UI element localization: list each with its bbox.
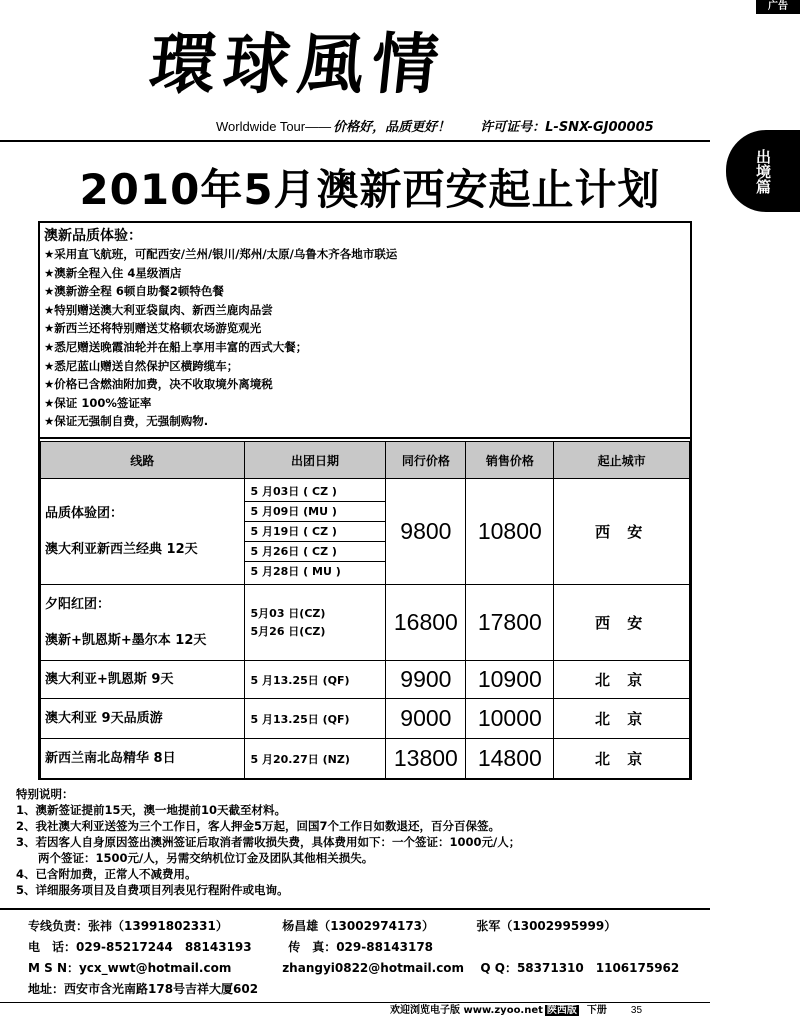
brand-logo: 環球風情 xyxy=(145,25,451,103)
sale-price: 17800 xyxy=(466,585,554,661)
note-line: 2、我社澳大利亚送签为三个工作日，客人押金5万起，回国7个工作日如数退还，百分百保签。 xyxy=(16,819,501,833)
city: 西 安 xyxy=(554,479,690,585)
table-row xyxy=(41,585,690,661)
city: 北 京 xyxy=(554,661,690,699)
header-divider xyxy=(0,140,710,142)
slogan-row xyxy=(216,116,654,135)
page-headline: 2010年5月澳新西安起止计划 xyxy=(79,165,661,214)
slogan-cn: 价格好，品质更好！ xyxy=(333,120,451,135)
sale-price: 14800 xyxy=(466,739,554,779)
feature-item: ★价格已含燃油附加费，决不收取境外离境税 xyxy=(44,377,273,392)
edition-badge: 陕西版 xyxy=(546,1005,577,1016)
contact-person: 杨昌雄（13002974173） xyxy=(282,919,435,933)
page-footer xyxy=(390,1004,642,1018)
feature-item: ★采用直飞航班，可配西安/兰州/银川/郑州/太原/乌鲁木齐各地市联运 xyxy=(44,247,398,261)
contact-person: 专线负责：张祎（13991802331） xyxy=(28,919,228,933)
volume-label: 下册 xyxy=(586,1005,607,1016)
feature-item: ★特别赠送澳大利亚袋鼠肉、新西兰鹿肉品尝 xyxy=(44,302,273,317)
city: 北 京 xyxy=(554,699,690,739)
sale-price: 10000 xyxy=(466,699,554,739)
footer-divider xyxy=(0,1002,710,1003)
address: 地址：西安市含光南路178号吉祥大厦602 xyxy=(28,982,259,996)
ad-tag: 广告 xyxy=(756,0,800,14)
note-line: 1、澳新签证提前15天，澳一地提前10天截至材料。 xyxy=(16,803,287,817)
feature-item: ★澳新游全程 6顿自助餐2顿特色餐 xyxy=(44,284,224,299)
feature-item: ★保证无强制自费，无强制购物. xyxy=(44,414,209,429)
peer-price: 9800 xyxy=(386,479,466,585)
contact-address xyxy=(28,979,728,1000)
page-number: 35 xyxy=(630,1005,643,1016)
route-cell xyxy=(41,479,245,585)
feature-item: ★悉尼蓝山赠送自然保护区横跨缆车； xyxy=(44,358,239,373)
route-name: 澳大利亚新西兰经典 12天 xyxy=(45,541,198,557)
qq-number: Q Q：58371310 1106175962 xyxy=(480,961,680,975)
note-line: 3、若因客人自身原因签出澳洲签证后取消者需收损失费，具体费用如下：一个签证：1000元/人； xyxy=(16,835,521,849)
slogan-en: Worldwide Tour—— xyxy=(216,119,332,134)
tour-box xyxy=(38,221,692,780)
header-peer-price: 同行价格 xyxy=(386,442,466,479)
sale-price: 10800 xyxy=(466,479,554,585)
departure-date: 5 月20.27日 (NZ) xyxy=(244,739,386,779)
city: 西 安 xyxy=(554,585,690,661)
sale-price: 10900 xyxy=(466,661,554,699)
header-route: 线路 xyxy=(41,442,245,479)
peer-price: 16800 xyxy=(386,585,466,661)
note-line: 4、已含附加费，正常人不减费用。 xyxy=(16,867,197,881)
table-row xyxy=(41,739,690,779)
feature-item: ★新西兰还将特别赠送艾格顿农场游览观光 xyxy=(44,321,262,336)
route-name: 夕阳红团： xyxy=(45,596,111,612)
contact-person: 张军（13002995999） xyxy=(476,919,617,933)
special-notes xyxy=(16,786,716,898)
departure-date: 5 月19日 ( CZ ) xyxy=(245,522,386,542)
msn-account: M S N：ycx_wwt@hotmail.com xyxy=(28,961,232,975)
departure-date: 5 月26日 ( CZ ) xyxy=(245,542,386,562)
date-cell xyxy=(244,585,386,661)
table-row xyxy=(41,661,690,699)
peer-price: 13800 xyxy=(386,739,466,779)
departure-date: 5 月28日 ( MU ) xyxy=(250,564,341,578)
note-line: 两个签证：1500元/人，另需交纳机位订金及团队其他相关损失。 xyxy=(38,851,374,865)
contact-phone-fax xyxy=(28,937,728,958)
header-city: 起止城市 xyxy=(554,442,690,479)
route-cell: 澳大利亚 9天品质游 xyxy=(41,699,245,739)
license-number: 许可证号：L-SNX-GJ00005 xyxy=(480,120,654,135)
departure-date: 5 月13.25日 (QF) xyxy=(244,699,386,739)
fax-number: 传 真：029-88143178 xyxy=(288,940,434,954)
header-date: 出团日期 xyxy=(244,442,386,479)
table-row xyxy=(41,699,690,739)
table-header-row xyxy=(41,442,690,479)
contact-msn-qq xyxy=(28,958,728,979)
feature-item: ★澳新全程入住 4星级酒店 xyxy=(44,265,182,280)
departure-date: 5 月13.25日 (QF) xyxy=(244,661,386,699)
city: 北 京 xyxy=(554,739,690,779)
peer-price: 9900 xyxy=(386,661,466,699)
departure-date: 5月26 日(CZ) xyxy=(250,624,326,638)
route-name: 品质体验团： xyxy=(45,505,124,521)
departure-date: 5月03 日(CZ) xyxy=(250,606,326,620)
features-panel xyxy=(40,223,690,439)
peer-price: 9000 xyxy=(386,699,466,739)
route-cell xyxy=(41,585,245,661)
msn-account: zhangyi0822@hotmail.com xyxy=(282,961,465,975)
tour-table xyxy=(40,441,690,779)
phone-number: 电 话：029-85217244 88143193 xyxy=(28,940,252,954)
notes-divider xyxy=(0,908,710,910)
contact-block xyxy=(28,916,728,1000)
route-name: 澳新+凯恩斯+墨尔本 12天 xyxy=(45,632,207,648)
contact-managers xyxy=(28,916,728,937)
date-cell xyxy=(244,479,386,585)
section-tab-label: 出境篇 xyxy=(754,148,772,194)
feature-item: ★悉尼赠送晚霞油轮并在船上享用丰富的西式大餐； xyxy=(44,339,308,354)
route-cell: 澳大利亚+凯恩斯 9天 xyxy=(41,661,245,699)
note-line: 5、详细服务项目及自费项目列表见行程附件或电询。 xyxy=(16,883,289,897)
features-title: 澳新品质体验： xyxy=(44,228,142,244)
header-sale-price: 销售价格 xyxy=(466,442,554,479)
feature-item: ★保证 100%签证率 xyxy=(44,395,152,410)
departure-date: 5 月03日 ( CZ ) xyxy=(245,482,386,502)
section-tab xyxy=(726,130,800,212)
departure-date: 5 月09日 (MU ) xyxy=(245,502,386,522)
route-cell: 新西兰南北岛精华 8日 xyxy=(41,739,245,779)
table-row xyxy=(41,479,690,585)
footer-site: 欢迎浏览电子版 www.zyoo.net xyxy=(390,1005,543,1016)
notes-title: 特别说明： xyxy=(16,787,74,801)
